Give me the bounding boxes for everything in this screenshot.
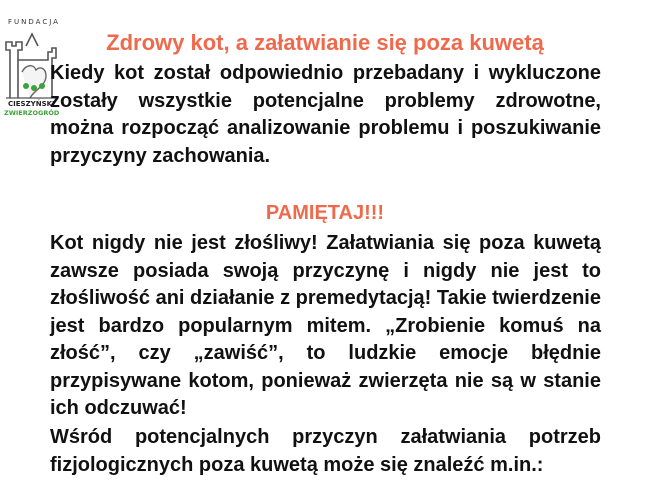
myth-paragraph: Kot nigdy nie jest złośliwy! Załatwiania się poza kuwetą zawsze posiada swoją przyczynę i nigdy nie jest to złośliwość ani działanie z premedytacją! Takie twierdzenie jest bardzo popularnym mitem. „Zrobienie komuś na złość”, czy „zawiść”, to ludzkie emocje błędnie przypisywane kotom, ponieważ zwierzęta nie są w stanie ich odczuwać! — [50, 232, 601, 419]
causes-paragraph: Wśród potencjalnych przyczyn załatwiania potrzeb fizjologicznych poza kuwetą może się znaleźć m.in.: — [50, 426, 601, 476]
intro-paragraph: Kiedy kot został odpowiednio przebadany i wykluczone zostały wszystkie potencjalne problemy zdrowotne, można rozpocząć analizowanie problemu i poszukiwanie przyczyny zachowania. — [50, 62, 601, 167]
page-title: Zdrowy kot, a załatwianie się poza kuwetą — [106, 30, 544, 55]
logo-name-line1: CIESZYŃSKI — [8, 100, 55, 108]
logo-top-text: FUNDACJA — [8, 18, 60, 26]
logo-name-line2: ZWIERZOGRÓD — [4, 109, 60, 117]
remember-heading: PAMIĘTAJ!!! — [265, 202, 385, 224]
